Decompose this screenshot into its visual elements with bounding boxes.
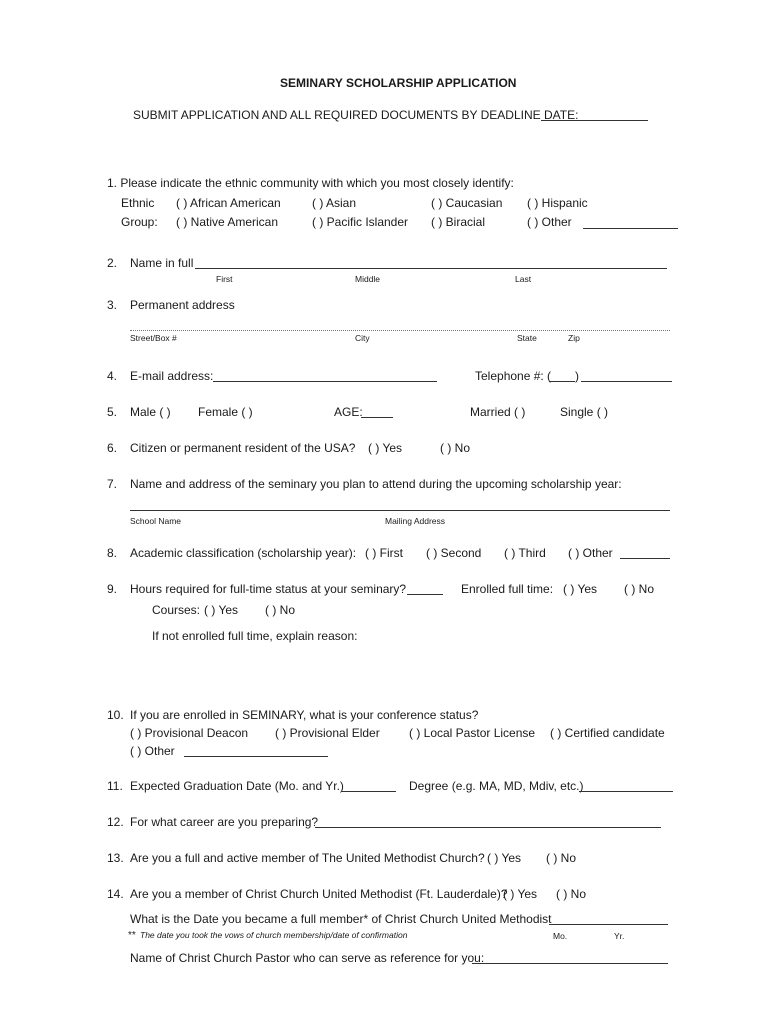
status-provisional-elder-option[interactable]: ( ) Provisional Elder: [275, 726, 380, 740]
career-field[interactable]: [315, 827, 661, 828]
enrolled-label: Enrolled full time:: [461, 582, 554, 596]
membership-date-year-caption: Yr.: [614, 931, 625, 941]
status-other-field[interactable]: [184, 756, 328, 757]
career-label: For what career are you preparing?: [130, 815, 319, 829]
telephone-label: Telephone #: (: [475, 369, 552, 383]
conference-status-label: If you are enrolled in SEMINARY, what is your conference status?: [130, 708, 479, 722]
membership-note-stars: **: [128, 930, 136, 941]
age-field[interactable]: [361, 417, 393, 418]
degree-field[interactable]: [579, 791, 673, 792]
q1-prompt: 1. Please indicate the ethnic community with which you most closely identify:: [107, 176, 514, 190]
citizen-no-option[interactable]: ( ) No: [440, 441, 470, 455]
deadline-label: SUBMIT APPLICATION AND ALL REQUIRED DOCUMENTS BY DEADLINE DATE:: [133, 108, 579, 122]
marital-single-option[interactable]: Single ( ): [560, 405, 609, 419]
q11-number: 11.: [107, 779, 123, 793]
address-label: Permanent address: [130, 298, 235, 312]
address-street-caption: Street/Box #: [130, 333, 177, 343]
q14-number: 14.: [107, 887, 124, 901]
seminary-mailing-caption: Mailing Address: [385, 516, 446, 526]
telephone-paren-close: ): [575, 369, 579, 383]
courses-no-option[interactable]: ( ) No: [265, 603, 295, 617]
q4-number: 4.: [107, 369, 118, 383]
address-state-caption: State: [517, 333, 537, 343]
name-middle-caption: Middle: [355, 274, 381, 284]
ethnic-option-african-american[interactable]: ( ) African American: [176, 196, 281, 210]
seminary-school-caption: School Name: [130, 516, 182, 526]
q2-number: 2.: [107, 256, 118, 270]
enrolled-yes-option[interactable]: ( ) Yes: [563, 582, 598, 596]
ethnic-option-other[interactable]: ( ) Other: [527, 215, 572, 229]
name-first-caption: First: [216, 274, 233, 284]
christ-church-member-yes-option[interactable]: ( ) Yes: [503, 887, 538, 901]
umc-member-yes-option[interactable]: ( ) Yes: [487, 851, 522, 865]
christ-church-member-label: Are you a member of Christ Church United Methodist (Ft. Lauderdale)?: [130, 887, 508, 901]
name-field[interactable]: [195, 268, 667, 269]
umc-member-no-option[interactable]: ( ) No: [546, 851, 576, 865]
christ-church-member-no-option[interactable]: ( ) No: [556, 887, 586, 901]
deadline-field[interactable]: [541, 120, 648, 121]
seminary-field[interactable]: [130, 510, 670, 511]
gender-male-option[interactable]: Male ( ): [130, 405, 171, 419]
pastor-reference-label: Name of Christ Church Pastor who can serve as reference for you:: [130, 951, 485, 965]
email-label: E-mail address:: [130, 369, 214, 383]
degree-label: Degree (e.g. MA, MD, Mdiv, etc.): [409, 779, 584, 793]
q7-number: 7.: [107, 477, 118, 491]
classification-first-option[interactable]: ( ) First: [365, 546, 403, 560]
umc-member-label: Are you a full and active member of The United Methodist Church?: [130, 851, 485, 865]
status-local-pastor-option[interactable]: ( ) Local Pastor License: [409, 726, 536, 740]
membership-date-label: What is the Date you became a full member* of Christ Church United Methodist: [130, 912, 552, 926]
ethnic-option-asian[interactable]: ( ) Asian: [312, 196, 357, 210]
telephone-number-field[interactable]: [581, 381, 672, 382]
ethnic-option-native-american[interactable]: ( ) Native American: [176, 215, 279, 229]
marital-married-option[interactable]: Married ( ): [470, 405, 526, 419]
citizen-label: Citizen or permanent resident of the USA?: [130, 441, 356, 455]
graduation-label: Expected Graduation Date (Mo. and Yr.): [130, 779, 344, 793]
explain-label: If not enrolled full time, explain reason:: [152, 629, 358, 643]
status-certified-candidate-option[interactable]: ( ) Certified candidate: [550, 726, 665, 740]
gender-female-option[interactable]: Female ( ): [198, 405, 253, 419]
form-title: SEMINARY SCHOLARSHIP APPLICATION: [280, 76, 517, 90]
address-city-caption: City: [355, 333, 370, 343]
q8-number: 8.: [107, 546, 118, 560]
age-label: AGE:: [334, 405, 363, 419]
q1-group-label: Group:: [121, 215, 158, 229]
pastor-reference-field[interactable]: [472, 963, 668, 964]
membership-note: The date you took the vows of church membership/date of confirmation: [140, 930, 408, 940]
membership-date-month-caption: Mo.: [553, 931, 568, 941]
q6-number: 6.: [107, 441, 118, 455]
name-label: Name in full: [130, 256, 194, 270]
classification-other-option[interactable]: ( ) Other: [568, 546, 613, 560]
address-field[interactable]: [130, 330, 670, 331]
courses-label: Courses:: [152, 603, 201, 617]
q12-number: 12.: [107, 815, 124, 829]
email-field[interactable]: [213, 381, 437, 382]
address-zip-caption: Zip: [568, 333, 580, 343]
q10-number: 10.: [107, 708, 124, 722]
ethnic-other-field[interactable]: [583, 228, 678, 229]
classification-label: Academic classification (scholarship year):: [130, 546, 357, 560]
classification-third-option[interactable]: ( ) Third: [504, 546, 546, 560]
classification-other-field[interactable]: [620, 558, 670, 559]
q9-number: 9.: [107, 582, 118, 596]
q3-number: 3.: [107, 298, 118, 312]
ethnic-option-pacific-islander[interactable]: ( ) Pacific Islander: [312, 215, 409, 229]
telephone-area-code-field[interactable]: [549, 381, 575, 382]
hours-label: Hours required for full-time status at your seminary?: [130, 582, 407, 596]
q13-number: 13.: [107, 851, 124, 865]
q1-ethnic-label: Ethnic: [121, 196, 155, 210]
status-provisional-deacon-option[interactable]: ( ) Provisional Deacon: [130, 726, 249, 740]
graduation-field[interactable]: [341, 791, 396, 792]
ethnic-option-hispanic[interactable]: ( ) Hispanic: [527, 196, 588, 210]
hours-field[interactable]: [407, 594, 443, 595]
q5-number: 5.: [107, 405, 118, 419]
name-last-caption: Last: [515, 274, 532, 284]
membership-date-field[interactable]: [549, 924, 668, 925]
classification-second-option[interactable]: ( ) Second: [426, 546, 482, 560]
ethnic-option-biracial[interactable]: ( ) Biracial: [431, 215, 486, 229]
enrolled-no-option[interactable]: ( ) No: [624, 582, 654, 596]
seminary-label: Name and address of the seminary you plan to attend during the upcoming scholarship year:: [130, 477, 622, 491]
courses-yes-option[interactable]: ( ) Yes: [204, 603, 239, 617]
ethnic-option-caucasian[interactable]: ( ) Caucasian: [431, 196, 503, 210]
status-other-option[interactable]: ( ) Other: [130, 744, 175, 758]
citizen-yes-option[interactable]: ( ) Yes: [368, 441, 403, 455]
